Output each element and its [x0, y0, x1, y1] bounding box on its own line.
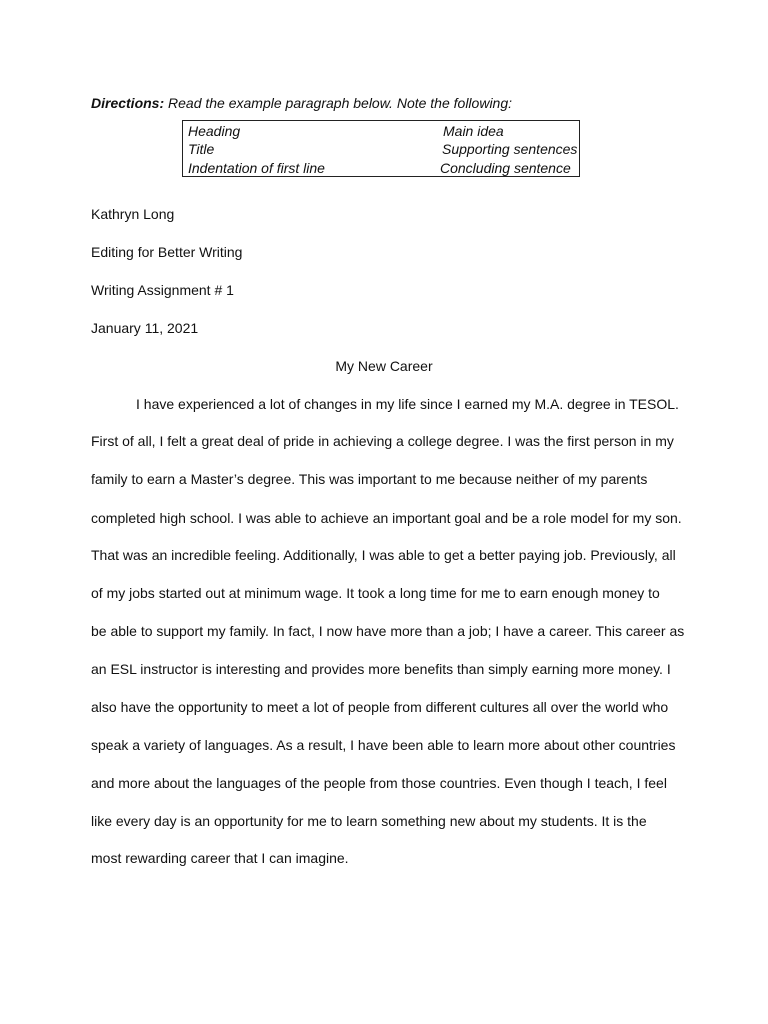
directions-text: Read the example paragraph below. Note the following: [164, 95, 513, 111]
paragraph-line: and more about the languages of the people from those countries. Even though I teach, I feel [91, 775, 667, 791]
note-cell-left: Title [188, 141, 215, 157]
note-cell-left: Heading [188, 123, 241, 139]
note-cell-left: Indentation of first line [188, 160, 325, 176]
note-row [188, 159, 579, 178]
note-row [188, 122, 579, 141]
note-cell-right: Main idea [443, 123, 504, 139]
note-table [182, 120, 580, 177]
paragraph-line: an ESL instructor is interesting and provides more benefits than simply earning more money. I [91, 661, 671, 677]
heading-name: Kathryn Long [91, 206, 175, 222]
note-cell-right: Supporting sentences [442, 141, 578, 157]
paragraph-line: family to earn a Master’s degree. This was important to me because neither of my parents [91, 471, 648, 487]
directions-label: Directions: [91, 95, 165, 111]
paragraph-line: of my jobs started out at minimum wage. It took a long time for me to earn enough money to [91, 585, 660, 601]
paragraph-line: That was an incredible feeling. Additionally, I was able to get a better paying job. Previously, all [91, 547, 676, 563]
note-row [188, 140, 579, 159]
paragraph-line: I have experienced a lot of changes in my life since I earned my M.A. degree in TESOL. [136, 396, 679, 412]
paragraph-line: be able to support my family. In fact, I now have more than a job; I have a career. This career as [91, 623, 685, 639]
heading-assignment: Writing Assignment # 1 [91, 282, 234, 298]
paragraph-line: completed high school. I was able to achieve an important goal and be a role model for my son. [91, 510, 682, 526]
paragraph-line: speak a variety of languages. As a result, I have been able to learn more about other countries [91, 737, 676, 753]
paragraph-line: most rewarding career that I can imagine. [91, 850, 349, 866]
heading-date: January 11, 2021 [91, 320, 199, 336]
essay-title: My New Career [335, 358, 433, 374]
heading-course: Editing for Better Writing [91, 244, 243, 260]
directions-line [91, 94, 512, 112]
paragraph-line: like every day is an opportunity for me to learn something new about my students. It is the [91, 813, 647, 829]
paragraph-line: First of all, I felt a great deal of pride in achieving a college degree. I was the first person in my [91, 433, 674, 449]
paragraph-line: also have the opportunity to meet a lot of people from different cultures all over the world who [91, 699, 669, 715]
note-cell-right: Concluding sentence [440, 160, 571, 176]
